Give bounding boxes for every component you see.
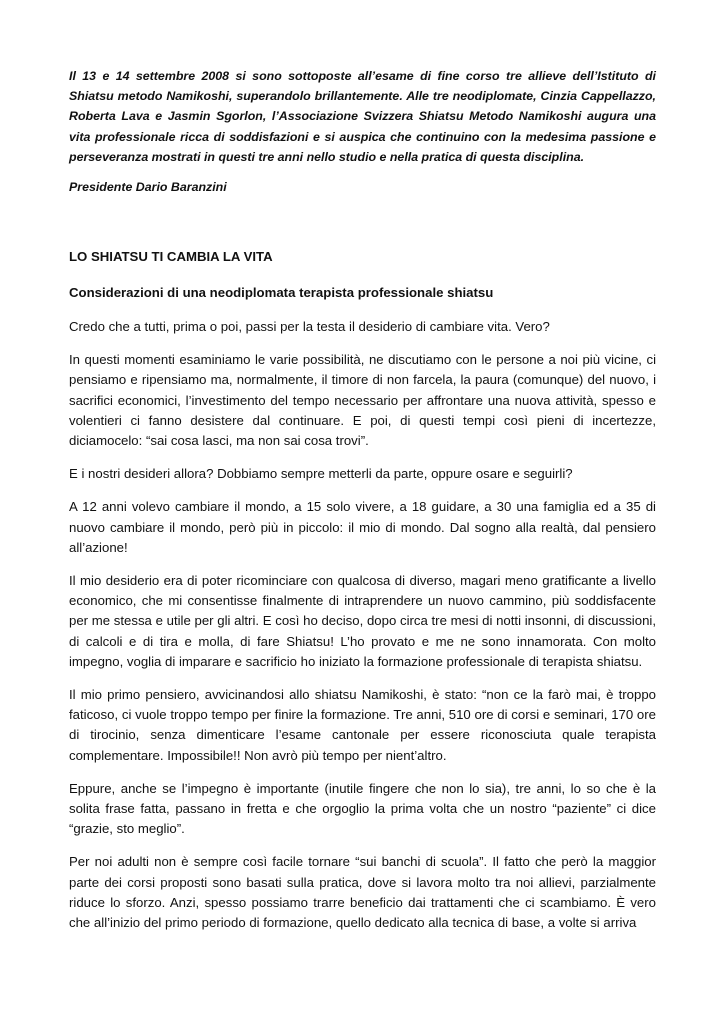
article-title: LO SHIATSU TI CAMBIA LA VITA: [69, 249, 273, 265]
paragraph-4: A 12 anni volevo cambiare il mondo, a 15 solo vivere, a 18 guidare, a 30 una famiglia ed a 35 di nuovo cambiare il mondo, però più in piccolo: il mio di mondo. Dal sogno alla realtà, dal pensiero all’azione!: [69, 499, 656, 555]
paragraph-6: Il mio primo pensiero, avvicinandosi allo shiatsu Namikoshi, è stato: “non ce la farò mai, è troppo faticoso, ci vuole troppo tempo per finire la formazione. Tre anni, 510 ore di corsi e seminari, 170 ore di tirocinio, senza dimenticare l’esame cantonale per essere riconosciuta quale terapista complementare. Impossibile!! Non avrò più tempo per nient’altro.: [69, 687, 656, 763]
paragraph-5: Il mio desiderio era di poter ricominciare con qualcosa di diverso, magari meno gratificante a livello economico, che mi consentisse finalmente di intraprendere un nuovo cammino, più soddisfacente per me stessa e utile per gli altri. E così ho deciso, dopo circa tre mesi di notti insonni, di discussioni, di calcoli e di tira e molla, di fare Shiatsu! L’ho provato e me ne sono innamorata. Con molto impegno, voglia di imparare e sacrificio ho iniziato la formazione professionale di terapista shiatsu.: [69, 573, 656, 669]
president-signature: Presidente Dario Baranzini: [69, 180, 227, 195]
paragraph-1: Credo che a tutti, prima o poi, passi per la testa il desiderio di cambiare vita. Vero?: [69, 319, 550, 335]
paragraph-2: In questi momenti esaminiamo le varie possibilità, ne discutiamo con le persone a noi più vicine, ci pensiamo e ripensiamo ma, normalmente, il timore di non farcela, la paura (comunque) del nuovo, i sacrifici economici, l’investimento del tempo necessario per affrontare una nuova attività, spesso e volentieri ci fanno desistere dal continuare. E poi, di questi tempi così pieni di incertezze, diciamocelo: “sai cosa lasci, ma non sai cosa trovi”.: [69, 352, 656, 449]
intro-announcement: Il 13 e 14 settembre 2008 si sono sottoposte all’esame di fine corso tre allieve dell’Istituto di Shiatsu metodo Namikoshi, superandolo brillantemente. Alle tre neodiplomate, Cinzia Cappellazzo, Roberta Lava e Jasmin Sgorlon, l’Associazione Svizzera Shiatsu Metodo Namikoshi augura una vita professionale ricca di soddisfazioni e si auspica che continuino con la medesima passione e perseveranza mostrati in questi tre anni nello studio e nella pratica di questa disciplina.: [69, 69, 656, 164]
paragraph-3: E i nostri desideri allora? Dobbiamo sempre metterli da parte, oppure osare e seguirli?: [69, 466, 573, 482]
paragraph-7: Eppure, anche se l’impegno è importante (inutile fingere che non lo sia), tre anni, lo so che è la solita frase fatta, passano in fretta e che orgoglio la prima volta che un nostro “paziente” ci dice “grazie, sto meglio”.: [69, 780, 656, 837]
article-subtitle: Considerazioni di una neodiplomata terapista professionale shiatsu: [69, 285, 494, 301]
paragraph-8: Per noi adulti non è sempre così facile tornare “sui banchi di scuola”. Il fatto che però la maggior parte dei corsi proposti sono basati sulla pratica, dove si lavora molto tra noi allievi, parzialmente riduce lo sforzo. Anzi, spesso possiamo trarre beneficio dai trattamenti che ci scambiamo. È vero che all’inizio del primo periodo di formazione, quello dedicato alla tecnica di base, a volte si arriva: [69, 854, 656, 931]
